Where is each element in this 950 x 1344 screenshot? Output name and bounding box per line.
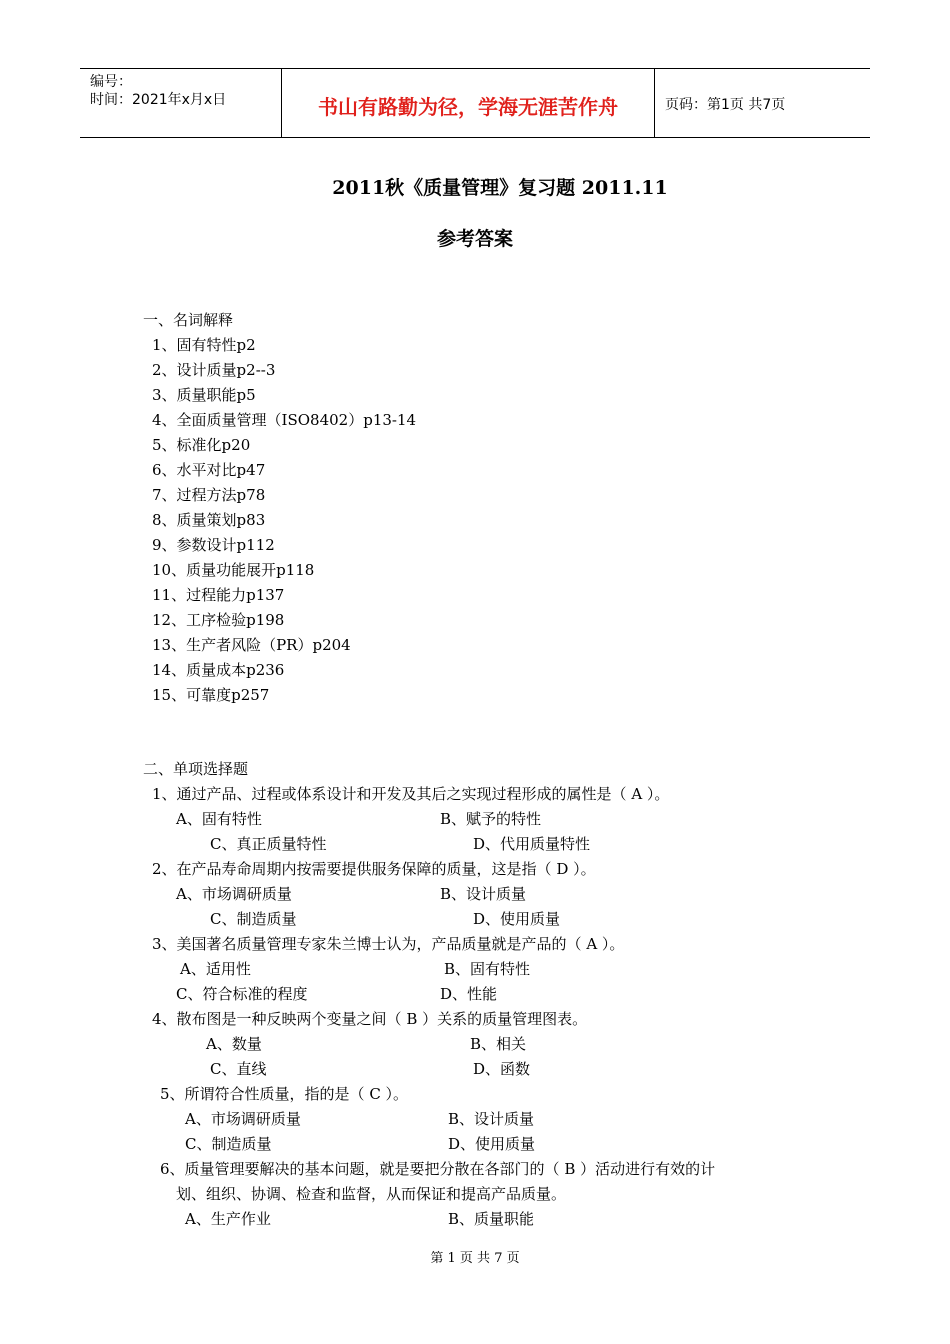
q2-option-b: B、设计质量 [440,885,527,903]
question-6-line-1: 6、质量管理要解决的基本问题，就是要把分散在各部门的（ B ）活动进行有效的计 [160,1160,716,1178]
q4-option-b: B、相关 [470,1035,527,1053]
term-item: 10、质量功能展开p118 [152,561,315,579]
q3-option-b: B、固有特性 [444,960,531,978]
question-4: 4、散布图是一种反映两个变量之间（ B ）关系的质量管理图表。 [152,1010,588,1028]
doc-subtitle: 参考答案 [436,228,513,250]
q1-option-a: A、固有特性 [176,810,262,828]
q1-option-d: D、代用质量特性 [473,835,591,853]
q5-option-b: B、设计质量 [448,1110,535,1128]
question-5: 5、所谓符合性质量，指的是（ C ）。 [160,1085,409,1103]
q3-option-a: A、适用性 [180,960,251,978]
term-item: 15、可靠度p257 [152,686,270,704]
q4-option-c: C、直线 [210,1060,267,1078]
question-3: 3、美国著名质量管理专家朱兰博士认为，产品质量就是产品的（ A ）。 [152,935,625,953]
q6-option-b: B、质量职能 [448,1210,535,1228]
term-item: 8、质量策划p83 [152,511,266,529]
term-item: 7、过程方法p78 [152,486,266,504]
term-item: 5、标准化p20 [152,436,251,454]
motto: 书山有路勤为径，学海无涯苦作舟 [318,95,618,119]
question-2: 2、在产品寿命周期内按需要提供服务保障的质量，这是指（ D ）。 [152,860,596,878]
term-item: 13、生产者风险（PR）p204 [152,636,351,654]
header-left-cell [80,69,280,137]
q3-option-c: C、符合标准的程度 [176,985,308,1003]
header-right-cell [655,69,870,137]
q6-option-a: A、生产作业 [185,1210,271,1228]
section2-heading: 二、单项选择题 [143,760,249,778]
q5-option-c: C、制造质量 [185,1135,272,1153]
q4-option-d: D、函数 [473,1060,531,1078]
term-item: 3、质量职能p5 [152,386,256,404]
q1-option-c: C、真正质量特性 [210,835,327,853]
q5-option-a: A、市场调研质量 [185,1110,301,1128]
q2-option-c: C、制造质量 [210,910,297,928]
header-center-cell [281,69,655,137]
term-item: 9、参数设计p112 [152,536,275,554]
code-label: 编号： [90,74,132,90]
q1-option-b: B、赋予的特性 [440,810,542,828]
time-label: 时间：2021年x月x日 [90,92,227,108]
term-item: 6、水平对比p47 [152,461,266,479]
q3-option-d: D、性能 [440,985,498,1003]
q5-option-d: D、使用质量 [448,1135,536,1153]
term-item: 11、过程能力p137 [152,586,285,604]
question-6-line-2: 划、组织、协调、检查和监督，从而保证和提高产品质量。 [176,1185,567,1203]
header-page-info: 页码：第1页 共7页 [665,97,786,113]
section1-heading: 一、名词解释 [143,311,234,329]
term-item: 2、设计质量p2--3 [152,361,276,379]
q2-option-a: A、市场调研质量 [176,885,292,903]
term-item: 4、全面质量管理（ISO8402）p13-14 [152,411,417,429]
header-table [80,68,870,138]
term-item: 1、固有特性p2 [152,336,256,354]
question-1: 1、通过产品、过程或体系设计和开发及其后之实现过程形成的属性是（ A ）。 [152,785,670,803]
q2-option-d: D、使用质量 [473,910,561,928]
term-item: 14、质量成本p236 [152,661,285,679]
page-footer: 第 1 页 共 7 页 [430,1251,520,1266]
term-item: 12、工序检验p198 [152,611,285,629]
q4-option-a: A、数量 [206,1035,262,1053]
doc-title: 2011秋《质量管理》复习题 2011.11 [332,177,668,199]
